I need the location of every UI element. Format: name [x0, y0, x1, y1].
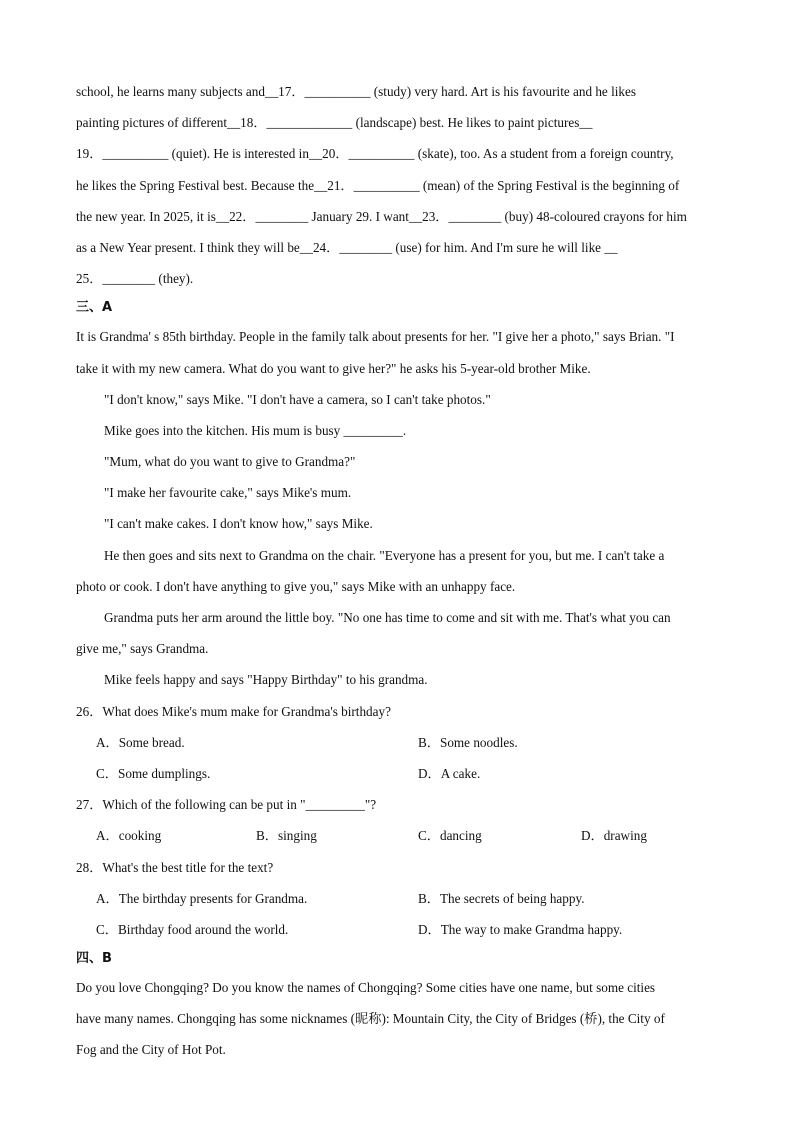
section-heading-3: 三、A: [76, 300, 113, 316]
option-a[interactable]: A．The birthday presents for Grandma.: [96, 890, 308, 906]
passage-a-line: "Mum, what do you want to give to Grandma?": [104, 454, 356, 470]
passage-a-line: "I don't know," says Mike. "I don't have a camera, so I can't take photos.": [104, 391, 491, 407]
worksheet-page: [76, 76, 748, 1066]
passage-a-line: "I make her favourite cake," says Mike's mum.: [104, 485, 352, 501]
question-28-options-row: [76, 914, 748, 945]
question-28-stem: 28．What's the best title for the text?: [76, 859, 274, 875]
passage-a-line: He then goes and sits next to Grandma on the chair. "Everyone has a present for you, but me. I can't take a: [104, 547, 665, 563]
cloze-line-2: painting pictures of different__18．_____________ (landscape) best. He likes to paint pictures__: [76, 115, 593, 131]
passage-a-line: give me," says Grandma.: [76, 641, 209, 657]
passage-a-line: photo or cook. I don't have anything to give you," says Mike with an unhappy face.: [76, 578, 516, 594]
question-27-stem: 27．Which of the following can be put in "_________"?: [76, 797, 377, 813]
cloze-line-4: he likes the Spring Festival best. Because the__21．__________ (mean) of the Spring Festival is the beginning of: [76, 177, 680, 193]
cloze-line-7: 25．________ (they).: [76, 271, 194, 287]
passage-b-line: Do you love Chongqing? Do you know the names of Chongqing? Some cities have one name, but some cities: [76, 980, 656, 996]
option-b[interactable]: B．Some noodles.: [418, 734, 518, 750]
option-b[interactable]: B．singing: [256, 828, 317, 844]
option-a[interactable]: A．Some bread.: [96, 734, 185, 750]
option-b[interactable]: B．The secrets of being happy.: [418, 890, 585, 906]
passage-a-line: Grandma puts her arm around the little boy. "No one has time to come and sit with me. That's what you can: [104, 610, 671, 625]
question-27-options-row: [76, 820, 748, 851]
option-c[interactable]: C．Some dumplings.: [96, 765, 211, 781]
cloze-line-1: school, he learns many subjects and__17．__________ (study) very hard. Art is his favourite and he likes: [76, 84, 636, 99]
question-26-options-row: [76, 758, 748, 789]
cloze-line-6: as a New Year present. I think they will be__24．________ (use) for him. And I'm sure he will like __: [76, 239, 618, 255]
option-a[interactable]: A．cooking: [96, 828, 162, 844]
option-c[interactable]: C．Birthday food around the world.: [96, 921, 289, 937]
cloze-line-3: 19．__________ (quiet). He is interested in__20．__________ (skate), too. As a student from a foreign country,: [76, 146, 674, 162]
section-heading-4: 四、B: [76, 951, 112, 967]
passage-a-line: It is Grandma' s 85th birthday. People in the family talk about presents for her. "I give her a photo," says Brian. "I: [76, 329, 675, 345]
passage-a-line: take it with my new camera. What do you want to give her?" he asks his 5-year-old brother Mike.: [76, 360, 591, 376]
option-c[interactable]: C．dancing: [418, 828, 482, 844]
question-26-options-row: [76, 727, 748, 758]
cloze-line-5: the new year. In 2025, it is__22．________ January 29. I want__23．________ (buy) 48-coloured crayons for him: [76, 208, 687, 224]
passage-b-line: Fog and the City of Hot Pot.: [76, 1042, 226, 1058]
option-d[interactable]: D．drawing: [581, 828, 647, 844]
passage-a-line: Mike feels happy and says "Happy Birthday" to his grandma.: [104, 672, 428, 688]
option-d[interactable]: D．The way to make Grandma happy.: [418, 921, 623, 937]
option-d[interactable]: D．A cake.: [418, 765, 481, 781]
passage-a-line: Mike goes into the kitchen. His mum is busy _________.: [104, 422, 407, 438]
question-28-options-row: [76, 883, 748, 914]
passage-b-line: have many names. Chongqing has some nicknames (昵称): Mountain City, the City of Bridges (桥), the City of: [76, 1011, 665, 1027]
question-26-stem: 26．What does Mike's mum make for Grandma's birthday?: [76, 703, 391, 719]
passage-a-line: "I can't make cakes. I don't know how," says Mike.: [104, 516, 373, 532]
